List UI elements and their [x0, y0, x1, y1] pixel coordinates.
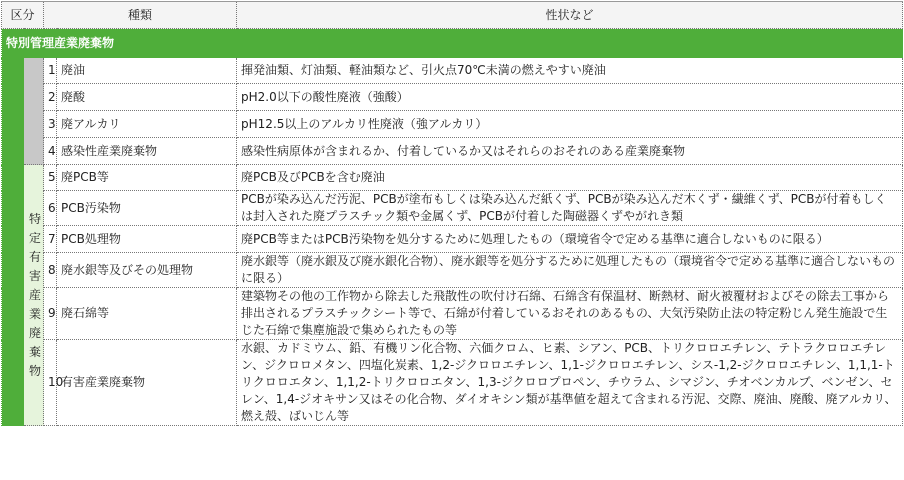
waste-name: 感染性産業廃棄物: [57, 138, 237, 165]
waste-description: 廃水銀等（廃水銀及び廃水銀化合物）、廃水銀等を処分するために処理したもの（環境省令で定める基準に適合しないものに限る）: [237, 253, 903, 288]
waste-description: 揮発油類、灯油類、軽油類など、引火点70℃未満の燃えやすい廃油: [237, 58, 903, 84]
row-number: 2: [44, 84, 57, 111]
general-group-marker: [24, 58, 44, 165]
row-number: 8: [44, 253, 57, 288]
section-row: [2, 29, 903, 58]
row-number: 3: [44, 111, 57, 138]
row-number: 4: [44, 138, 57, 165]
table-row: [2, 340, 903, 426]
row-number: 9: [44, 288, 57, 340]
table-row: [2, 84, 903, 111]
table-row: [2, 253, 903, 288]
row-number: 5: [44, 165, 57, 191]
header-type: 種類: [44, 2, 237, 29]
vertical-group-label: 特定有害産業廃棄物: [28, 211, 41, 378]
row-number: 1: [44, 58, 57, 84]
industrial-waste-table: [1, 1, 903, 426]
table-row: [2, 191, 903, 226]
waste-description: 廃PCB等またはPCB汚染物を処分するために処理したもの（環境省令で定める基準に適合しないものに限る）: [237, 226, 903, 253]
waste-name: 廃酸: [57, 84, 237, 111]
header-row: [2, 2, 903, 29]
waste-name: PCB処理物: [57, 226, 237, 253]
table-row: [2, 226, 903, 253]
table-row: [2, 111, 903, 138]
waste-description: pH12.5以上のアルカリ性廃液（強アルカリ）: [237, 111, 903, 138]
waste-name: PCB汚染物: [57, 191, 237, 226]
waste-description: 水銀、カドミウム、鉛、有機リン化合物、六価クロム、ヒ素、シアン、PCB、トリクロロエチレン、テトラクロロエチレン、ジクロロメタン、四塩化炭素、1,2-ジクロロエチレン、1,1-ジクロロエチレン、シス-1,2-ジクロロエチレン、1,1,1-トリクロロエタン、1,1,2-トリクロロエタン、1,3-ジクロロプロペン、チウラム、シマジン、チオベンカルブ、ベンゼン、セレン、1,4-ジオキサン又はその化合物、ダイオキシン類が基準値を超えて含まれる汚泥、交際、廃油、廃酸、廃アルカリ、燃え殻、ばいじん等: [237, 340, 903, 426]
specific-harmful-group-label: [24, 165, 44, 426]
waste-name: 廃PCB等: [57, 165, 237, 191]
header-category: 区分: [2, 2, 44, 29]
waste-description: 感染性病原体が含まれるか、付着しているか又はそれらのおそれのある産業廃棄物: [237, 138, 903, 165]
table-row: [2, 138, 903, 165]
waste-name: 有害産業廃棄物: [57, 340, 237, 426]
waste-description: 建築物その他の工作物から除去した飛散性の吹付け石綿、石綿含有保温材、断熱材、耐火被覆材およびその除去工事から排出されるプラスチックシート等で、石綿が付着しているおそれのあるもの、大気汚染防止法の特定粉じん発生施設で生じた石綿で集塵施設で集められたもの等: [237, 288, 903, 340]
waste-description: pH2.0以下の酸性廃液（強酸）: [237, 84, 903, 111]
waste-description: 廃PCB及びPCBを含む廃油: [237, 165, 903, 191]
row-number: 10: [44, 340, 57, 426]
waste-name: 廃アルカリ: [57, 111, 237, 138]
header-properties: 性状など: [237, 2, 903, 29]
row-number: 6: [44, 191, 57, 226]
waste-description: PCBが染み込んだ汚泥、PCBが塗布もしくは染み込んだ紙くず、PCBが染み込んだ木くず・繊維くず、PCBが付着もしくは封入された廃プラスチック類や金属くず、PCBが付着した陶磁器くずやがれき類: [237, 191, 903, 226]
table-row: [2, 58, 903, 84]
row-number: 7: [44, 226, 57, 253]
waste-name: 廃油: [57, 58, 237, 84]
section-sidebar: [2, 58, 24, 426]
waste-name: 廃石綿等: [57, 288, 237, 340]
table-row: [2, 288, 903, 340]
waste-name: 廃水銀等及びその処理物: [57, 253, 237, 288]
table-row: [2, 165, 903, 191]
section-title: 特別管理産業廃棄物: [2, 29, 903, 58]
